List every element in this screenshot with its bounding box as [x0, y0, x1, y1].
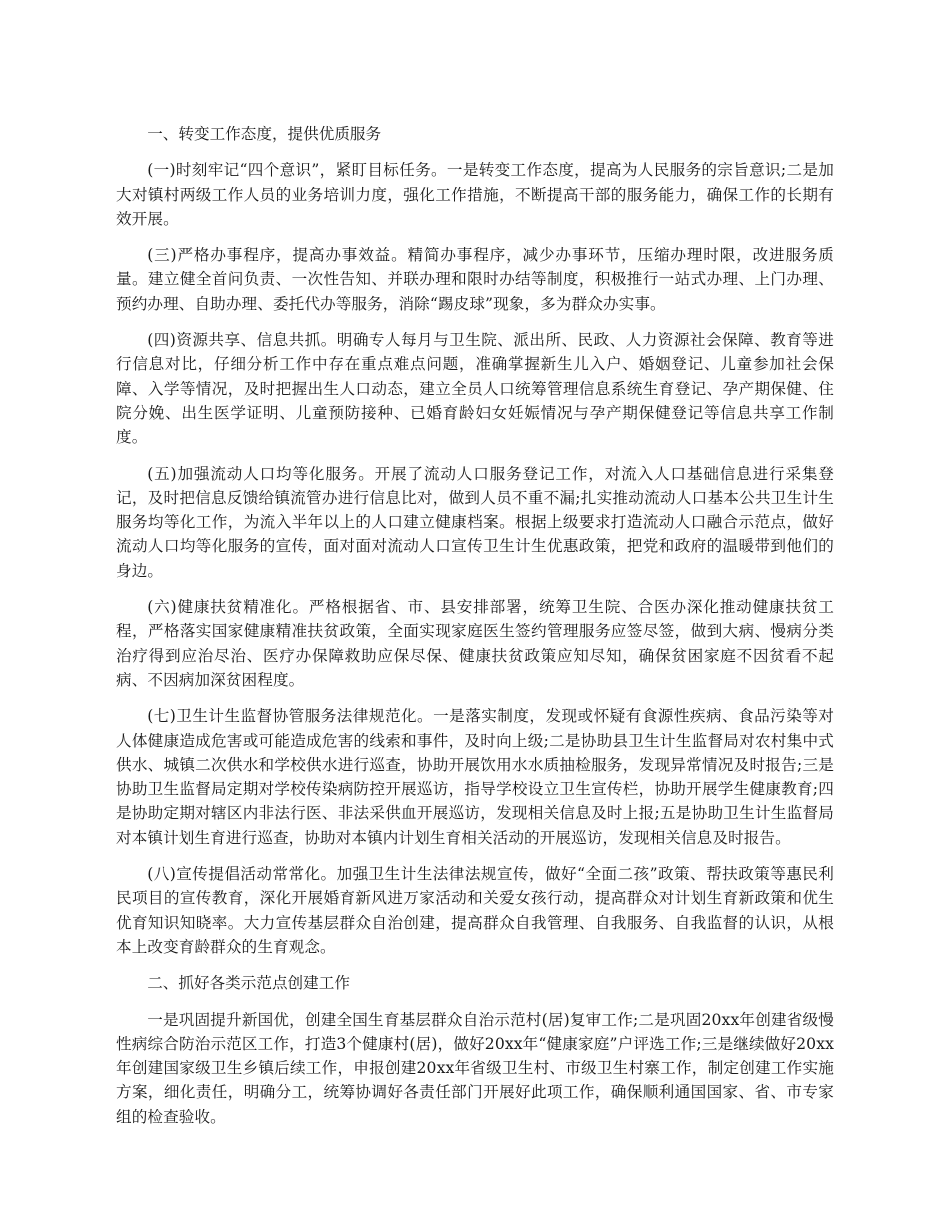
paragraph-1-4: (五)加强流动人口均等化服务。开展了流动人口服务登记工作，对流入人口基础信息进行采集登记，及时把信息反馈给镇流管办进行信息比对，做到人员不重不漏;扎实推动流动人口基本公共卫生计生服务均等化工作，为流入半年以上的人口建立健康档案。根据上级要求打造流动人口融合示范点，做好流动人口均等化服务的宣传，面对面对流动人口宣传卫生计生优惠政策，把党和政府的温暖带到他们的身边。 [116, 464, 834, 580]
section-heading-1: 一、转变工作态度，提供优质服务 [147, 125, 382, 143]
paragraph-2-1: 一是巩固提升新国优，创建全国生育基层群众自治示范村(居)复审工作;二是巩固20xx年创建省级慢性病综合防治示范区工作，打造3个健康村(居)，做好20xx年“健康家庭”户评选工作;三是继续做好20xx年创建国家级卫生乡镇后续工作，申报创建20xx年省级卫生村、市级卫生村寨工作，制定创建工作实施方案，细化责任，明确分工，统筹协调好各责任部门开展好此项工作，确保顺利通国国家、省、市专家组的检查验收。 [116, 1010, 834, 1126]
paragraph-1-3: (四)资源共享、信息共抓。明确专人每月与卫生院、派出所、民政、人力资源社会保障、教育等进行信息对比，仔细分析工作中存在重点难点问题，准确掌握新生儿入户、婚姻登记、儿童参加社会保障、入学等情况，及时把握出生人口动态，建立全员人口统筹管理信息系统生育登记、孕产期保健、住院分娩、出生医学证明、儿童预防接种、已婚育龄妇女妊娠情况与孕产期保健登记等信息共享工作制度。 [116, 331, 834, 447]
paragraph-1-5: (六)健康扶贫精准化。严格根据省、市、县安排部署，统筹卫生院、合医办深化推动健康扶贫工程，严格落实国家健康精准扶贫政策，全面实现家庭医生签约管理服务应签尽签，做到大病、慢病分类治疗得到应治尽治、医疗办保障救助应保尽保、健康扶贫政策应知尽知，确保贫困家庭不因贫看不起病、不因病加深贫困程度。 [116, 598, 834, 689]
section-heading-2: 二、抓好各类示范点创建工作 [147, 974, 350, 993]
paragraph-1-6: (七)卫生计生监督协管服务法律规范化。一是落实制度，发现或怀疑有食源性疾病、食品污染等对人体健康造成危害或可能造成危害的线索和事件，及时向上级;二是协助县卫生计生监督局对农村集中式供水、城镇二次供水和学校供水进行巡查，协助开展饮用水水质抽检服务，发现异常情况及时报告;三是协助卫生监督局定期对学校传染病防控开展巡访，指导学校设立卫生宣传栏，协助开展学生健康教育;四是协助定期对辖区内非法行医、非法采供血开展巡访，发现相关信息及时上报;五是协助卫生计生监督局对本镇计划生育进行巡查，协助对本镇内计划生育相关活动的开展巡访，发现相关信息及时报告。 [116, 707, 834, 847]
paragraph-1-2: (三)严格办事程序，提高办事效益。精简办事程序，减少办事环节，压缩办理时限，改进服务质量。建立健全首问负责、一次性告知、并联办理和限时办结等制度，积极推行一站式办理、上门办理、预约办理、自助办理、委托代办等服务，消除“踢皮球”现象，多为群众办实事。 [116, 246, 834, 313]
paragraph-1-1: (一)时刻牢记“四个意识”，紧盯目标任务。一是转变工作态度，提高为人民服务的宗旨意识;二是加大对镇村两级工作人员的业务培训力度，强化工作措施，不断提高干部的服务能力，确保工作的长期有效开展。 [116, 161, 834, 228]
paragraph-1-7: (八)宣传提倡活动常常化。加强卫生计生法律法规宣传，做好“全面二孩”政策、帮扶政策等惠民利民项目的宣传教育，深化开展婚育新风进万家活动和关爱女孩行动，提高群众对计划生育新政策和优生优育知识知晓率。大力宣传基层群众自治创建，提高群众自我管理、自我服务、自我监督的认识，从根本上改变育龄群众的生育观念。 [116, 865, 834, 956]
